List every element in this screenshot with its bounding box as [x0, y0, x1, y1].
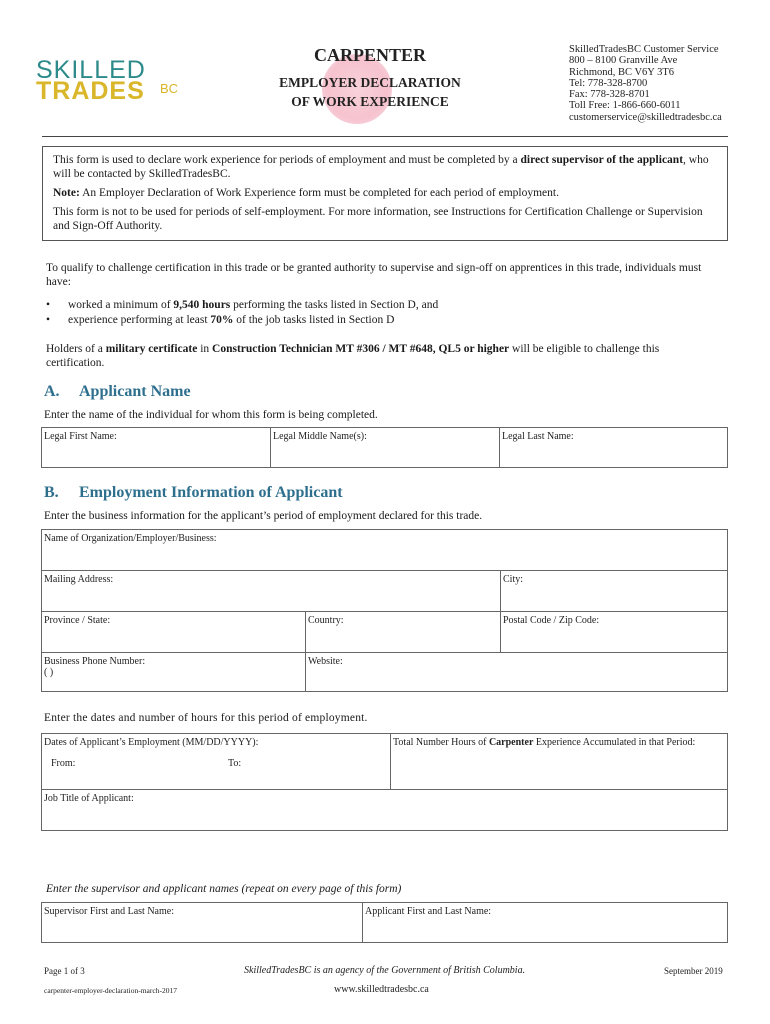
section-b-desc: Enter the business information for the applicant’s period of employment declared for this trade.: [44, 510, 483, 522]
job-title-field[interactable]: Job Title of Applicant:: [41, 789, 728, 831]
logo-skilled: SKILLED: [36, 56, 146, 84]
from-label: From:: [51, 758, 76, 769]
legal-middle-name-field[interactable]: Legal Middle Name(s):: [270, 427, 500, 468]
section-a-letter: A.: [44, 383, 60, 400]
contact-line: 800 – 8100 Granville Ave: [569, 55, 678, 67]
total-hours-field[interactable]: Total Number Hours of Carpenter Experience Accumulated in that Period:: [390, 733, 728, 790]
legal-first-name-field[interactable]: Legal First Name:: [41, 427, 271, 468]
legal-last-name-field[interactable]: Legal Last Name:: [499, 427, 728, 468]
file-name: carpenter-employer-declaration-march-2017: [44, 986, 177, 995]
contact-line: Fax: 778-328-8701: [569, 89, 650, 101]
intro-box: [42, 146, 728, 241]
form-subtitle-line1: EMPLOYER DECLARATION: [279, 75, 461, 90]
qualify-bullet-tasks: experience performing at least 70% of the job tasks listed in Section D: [68, 314, 395, 326]
military-note: Holders of a military certificate in Construction Technician MT #306 / MT #648, QL5 or higher will be eligible to challenge this certification.: [46, 343, 660, 369]
logo-trades: TRADES: [36, 77, 145, 105]
qualify-lead: To qualify to challenge certification in this trade or be granted authority to supervise and sign-off on apprentices in this trade, individuals must have:: [46, 262, 702, 288]
intro-note: Note: An Employer Declaration of Work Experience form must be completed for each period of employment.: [53, 187, 559, 199]
section-a-desc: Enter the name of the individual for whom this form is being completed.: [44, 409, 378, 421]
to-label: To:: [228, 758, 242, 769]
contact-line: Richmond, BC V6Y 3T6: [569, 66, 675, 78]
form-subtitle-line2: OF WORK EXPERIENCE: [291, 94, 449, 109]
header-divider: [42, 136, 728, 137]
agency-statement: SkilledTradesBC is an agency of the Government of British Columbia.: [244, 965, 526, 976]
logo-bc: BC: [160, 81, 179, 96]
postal-code-field[interactable]: Postal Code / Zip Code:: [500, 611, 728, 653]
intro-paragraph: This form is not to be used for periods of self-employment. For more information, see Instructions for Certification Challenge or Supervision and Sign-Off Authority.: [53, 206, 703, 232]
business-phone-field[interactable]: Business Phone Number: ( ): [41, 652, 306, 692]
form-date: September 2019: [664, 966, 723, 976]
section-a-title: Applicant Name: [79, 383, 191, 400]
organization-name-field[interactable]: Name of Organization/Employer/Business:: [41, 529, 728, 571]
bullet-icon: •: [46, 314, 51, 326]
contact-line: Toll Free: 1-866-660-6011: [569, 100, 681, 112]
contact-email[interactable]: customerservice@skilledtradesbc.ca: [569, 111, 722, 123]
section-b-title: Employment Information of Applicant: [79, 484, 343, 501]
qualify-bullet-hours: worked a minimum of 9,540 hours performing the tasks listed in Section D, and: [68, 299, 439, 311]
website-link[interactable]: www.skilledtradesbc.ca: [334, 984, 429, 995]
dates-desc: Enter the dates and number of hours for this period of employment.: [44, 712, 368, 724]
website-field[interactable]: Website:: [305, 652, 728, 692]
applicant-name-field[interactable]: Applicant First and Last Name:: [362, 902, 728, 943]
form-trade-title: CARPENTER: [313, 45, 426, 65]
contact-block: [569, 44, 722, 123]
section-b-letter: B.: [44, 484, 59, 501]
country-field[interactable]: Country:: [305, 611, 501, 653]
city-field[interactable]: City:: [500, 570, 728, 612]
page-number: Page 1 of 3: [44, 966, 85, 976]
names-instruction: Enter the supervisor and applicant names (repeat on every page of this form): [46, 883, 402, 895]
intro-paragraph: This form is used to declare work experience for periods of employment and must be completed by a direct supervisor of the applicant, who will be contacted by SkilledTradesBC.: [53, 154, 709, 180]
province-state-field[interactable]: Province / State:: [41, 611, 306, 653]
bullet-icon: •: [46, 299, 51, 311]
contact-line: Tel: 778-328-8700: [569, 77, 648, 89]
contact-line: SkilledTradesBC Customer Service: [569, 44, 719, 55]
supervisor-name-field[interactable]: Supervisor First and Last Name:: [41, 902, 363, 943]
employment-dates-field[interactable]: Dates of Applicant’s Employment (MM/DD/YYYY): From: To:: [41, 733, 391, 790]
mailing-address-field[interactable]: Mailing Address:: [41, 570, 501, 612]
